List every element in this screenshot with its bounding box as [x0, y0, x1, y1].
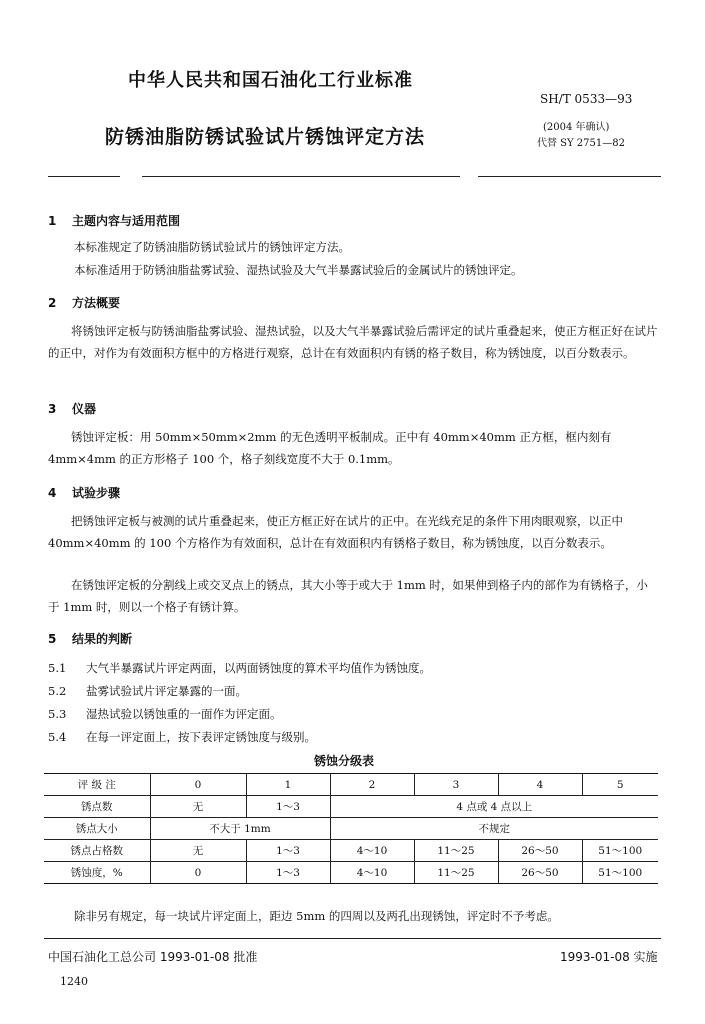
row-label: 评 级 注 [44, 774, 150, 796]
result-item: 5.4 在每一评定面上，按下表评定锈蚀度与级别。 [48, 730, 316, 744]
table-cell: 26～50 [498, 862, 582, 884]
result-item: 5.1 大气半暴露试片评定两面，以两面锈蚀度的算术平均值作为锈蚀度。 [48, 661, 431, 675]
confirmation-note: (2004 年确认) [543, 122, 610, 133]
paragraph: 本标准适用于防锈油脂盐雾试验、湿热试验及大气半暴露试验后的金属试片的锈蚀评定。 [74, 263, 523, 277]
table-cell: 不大于 1mm [150, 818, 330, 840]
table-row [44, 818, 658, 840]
table-footnote: 除非另有规定，每一块试片评定面上，距边 5mm 的四周以及两孔出现锈蚀，评定时不予考虑。 [74, 909, 559, 923]
section-heading: 2 方法概要 [48, 296, 121, 310]
table-cell: 无 [150, 796, 246, 818]
table-row [44, 862, 658, 884]
section-heading: 1 主题内容与适用范围 [48, 214, 181, 228]
document-title: 防锈油脂防锈试验试片锈蚀评定方法 [105, 126, 426, 148]
page-number: 1240 [60, 975, 88, 988]
paragraph: 将锈蚀评定板与防锈油脂盐雾试验、湿热试验，以及大气半暴露试验后需评定的试片重叠起来，使正方框正好在试片的正中，对作为有效面积方框中的方格进行观察，总计在有效面积内有锈的格子数目，称为锈蚀度，以百分数表示。 [48, 324, 658, 360]
rust-grade-table [44, 773, 658, 884]
section-heading: 4 试验步骤 [48, 486, 121, 500]
section-heading: 5 结果的判断 [48, 632, 133, 646]
table-row [44, 840, 658, 862]
paragraph: 锈蚀评定板：用 50mm×50mm×2mm 的无色透明平板制成。正中有 40mm×40mm 正方框，框内刻有 4mm×4mm 的正方形格子 100 个，格子刻线宽度不大于 0.1mm。 [48, 430, 612, 466]
table-cell: 0 [150, 862, 246, 884]
approval-note: 中国石油化工总公司 1993-01-08 批准 [48, 950, 258, 964]
table-cell: 51～100 [582, 840, 658, 862]
header-rule-left [48, 176, 120, 177]
table-cell: 0 [150, 774, 246, 796]
paragraph: 把锈蚀评定板与被测的试片重叠起来，使正方框正好在试片的正中。在光线充足的条件下用肉眼观察，以正中 40mm×40mm 的 100 个方格作为有效面积，总计在有效面积内有锈格子数目，称为锈蚀度，以百分数表示。 [48, 514, 623, 550]
table-caption: 锈蚀分级表 [314, 754, 375, 768]
table-row [44, 774, 658, 796]
footer-rule [44, 938, 661, 939]
header-rule-center [142, 176, 460, 177]
row-label: 锈点大小 [44, 818, 150, 840]
paragraph: 在锈蚀评定板的分割线上或交叉点上的锈点，其大小等于或大于 1mm 时，如果伸到格子内的部作为有锈格子，小于 1mm 时，则以一个格子有锈计算。 [48, 578, 648, 614]
table-cell: 5 [582, 774, 658, 796]
table-cell: 4 [498, 774, 582, 796]
result-item: 5.2 盐雾试验试片评定暴露的一面。 [48, 684, 247, 698]
table-cell: 4 点或 4 点以上 [330, 796, 658, 818]
table-cell: 1 [246, 774, 330, 796]
table-cell: 不规定 [330, 818, 658, 840]
table-cell: 无 [150, 840, 246, 862]
row-label: 锈点占格数 [44, 840, 150, 862]
row-label: 锈点数 [44, 796, 150, 818]
table-cell: 2 [330, 774, 414, 796]
issuer-title: 中华人民共和国石油化工行业标准 [128, 70, 413, 91]
paragraph: 本标准规定了防锈油脂防锈试验试片的锈蚀评定方法。 [74, 240, 350, 254]
table-cell: 4～10 [330, 840, 414, 862]
table-cell: 1～3 [246, 796, 330, 818]
header-rule-right [478, 176, 661, 177]
replaces-note: 代替 SY 2751—82 [537, 138, 625, 149]
section-heading: 3 仪器 [48, 402, 97, 416]
row-label: 锈蚀度，% [44, 862, 150, 884]
table-cell: 4～10 [330, 862, 414, 884]
result-item: 5.3 湿热试验以锈蚀重的一面作为评定面。 [48, 707, 282, 721]
table-cell: 51～100 [582, 862, 658, 884]
table-cell: 1～3 [246, 862, 330, 884]
table-cell: 11～25 [414, 862, 498, 884]
table-cell: 1～3 [246, 840, 330, 862]
table-cell: 3 [414, 774, 498, 796]
table-cell: 26～50 [498, 840, 582, 862]
table-row [44, 796, 658, 818]
standard-code: SH/T 0533—93 [540, 92, 633, 106]
table-cell: 11～25 [414, 840, 498, 862]
effective-note: 1993-01-08 实施 [560, 950, 658, 964]
